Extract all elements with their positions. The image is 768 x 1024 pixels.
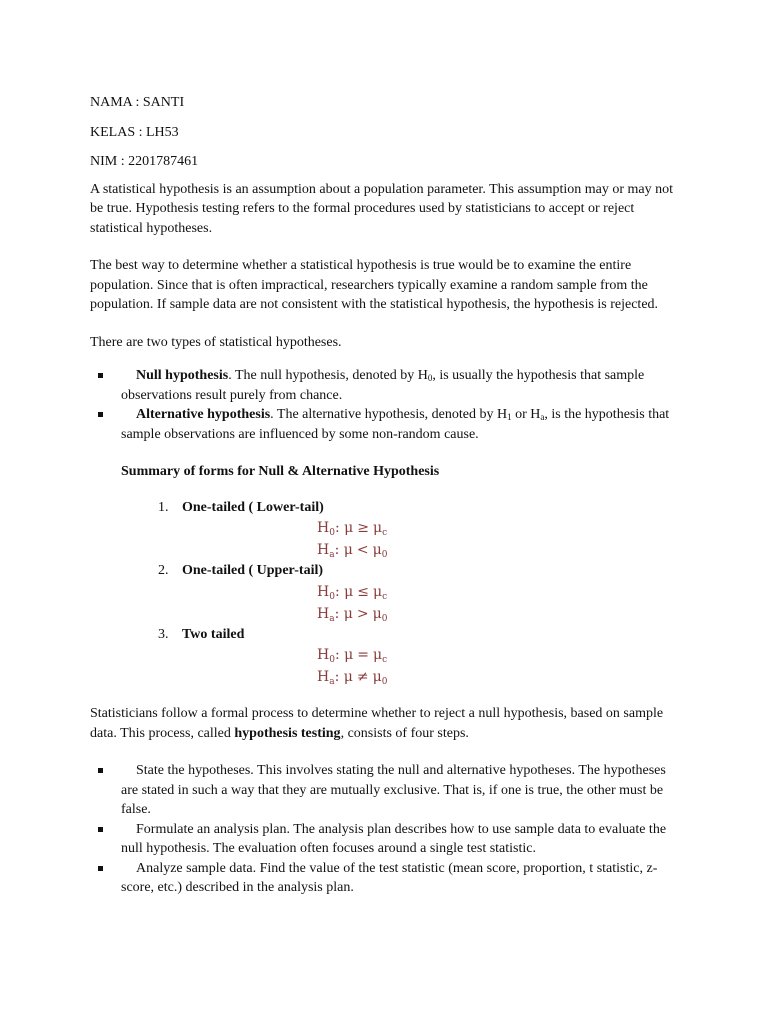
- list-item-null-hypothesis: Null hypothesis. The null hypothesis, denoted by $H_0$, is usually the hypothesis that sample observations result purely from chance.: [90, 366, 686, 405]
- list-item-step-3: Analyze sample data. Find the value of the test statistic (mean score, proportion, t statistic, z-score, etc.) described in the analysis plan.: [90, 859, 686, 898]
- bullet-square-icon: [98, 866, 103, 871]
- bullet-square-icon: [98, 412, 103, 417]
- process-paragraph: Statisticians follow a formal process to determine whether to reject a null hypothesis, based on sample data. This process, called hypothesis testing, consists of four steps.: [90, 706, 664, 741]
- formula-h0-upper: $H_0$: $\mu \le \mu_c$: [317, 583, 388, 602]
- form-item-lower-tail: 1. One-tailed ( Lower-tail): [158, 499, 324, 515]
- formula-ha-upper: $H_a$: $\mu > \mu_0$: [317, 605, 388, 624]
- formula-ha-two: $H_a$: $\mu \ne \mu_0$: [317, 669, 388, 687]
- summary-heading: Summary of forms for Null & Alternative Hypothesis: [121, 464, 440, 479]
- list-item-alternative-hypothesis: Alternative hypothesis. The alternative hypothesis, denoted by $H_1$ or $H_a$, is the hypothesis that sample observations are influenced by some non-random cause.: [90, 405, 686, 444]
- document-page: [90, 93, 686, 898]
- list-item-step-2: Formulate an analysis plan. The analysis plan describes how to use sample data to evaluate the null hypothesis. The evaluation often focuses around a single test statistic.: [90, 820, 686, 859]
- list-item-step-1: State the hypotheses. This involves stating the null and alternative hypotheses. The hypotheses are stated in such a way that they are mutually exclusive. That is, if one is true, the other must be false.: [90, 761, 686, 820]
- hypothesis-forms-list: [90, 498, 686, 689]
- formula-h0-two: $H_0$: $\mu = \mu_c$: [317, 647, 388, 665]
- formula-h0-lower: $H_0$: $\mu \ge \mu_c$: [317, 520, 388, 538]
- student-name: NAMA : SANTI: [90, 95, 185, 110]
- formula-ha-lower: $H_a$: $\mu < \mu_0$: [317, 542, 388, 560]
- null-hypothesis-term: Null hypothesis: [136, 368, 229, 383]
- hypothesis-types-list: [90, 366, 686, 444]
- intro-paragraph-3: There are two types of statistical hypotheses.: [90, 334, 342, 350]
- intro-paragraph-1: A statistical hypothesis is an assumption about a population parameter. This assumption may or may not be true. Hypothesis testing refers to the formal procedures used by statisticians to accept or reject statistical hypotheses.: [90, 181, 673, 236]
- steps-list: [90, 761, 686, 898]
- student-nim: NIM : 2201787461: [90, 154, 199, 169]
- form-item-upper-tail: 2. One-tailed ( Upper-tail): [158, 563, 324, 578]
- bullet-square-icon: [98, 768, 103, 773]
- hypothesis-testing-term: hypothesis testing: [234, 725, 341, 741]
- bullet-square-icon: [98, 373, 103, 378]
- student-class: KELAS : LH53: [90, 124, 179, 140]
- form-item-two-tailed: 3. Two tailed: [158, 626, 245, 642]
- alternative-hypothesis-term: Alternative hypothesis: [136, 407, 271, 422]
- intro-paragraph-2: The best way to determine whether a statistical hypothesis is true would be to examine the entire population. Since that is often impractical, researchers typically examine a random sample from the population. If sample data are not consistent with the statistical hypothesis, the hypothesis is rejected.: [90, 258, 659, 312]
- bullet-square-icon: [98, 827, 103, 832]
